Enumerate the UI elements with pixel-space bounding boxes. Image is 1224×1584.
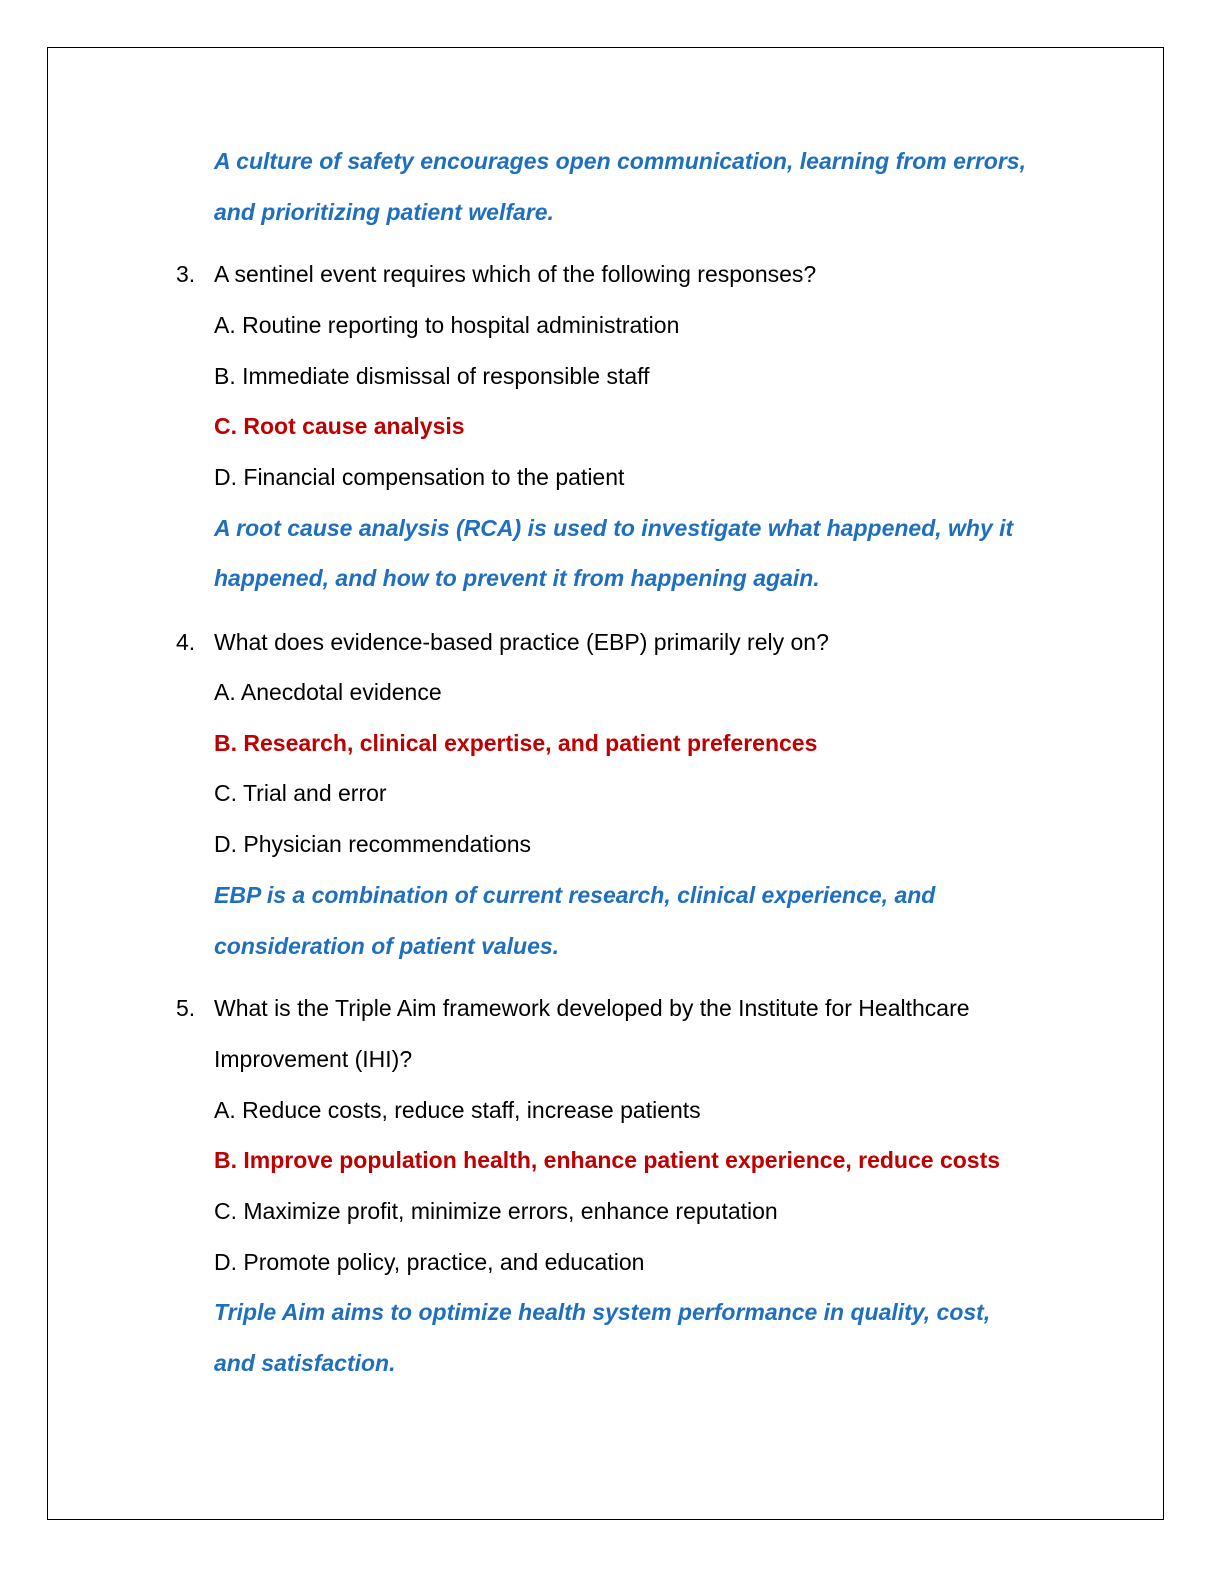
explanation-line-1: Triple Aim aims to optimize health system performance in quality, cost, (214, 1299, 991, 1325)
option-d: D. Promote policy, practice, and education (214, 1249, 645, 1275)
explanation-line-2: and satisfaction. (214, 1350, 396, 1376)
option-a: A. Routine reporting to hospital administration (214, 312, 680, 338)
option-b-correct-answer: B. Research, clinical expertise, and patient preferences (214, 730, 818, 756)
option-d: D. Financial compensation to the patient (214, 464, 625, 490)
question-number: 5. (176, 995, 196, 1021)
explanation-line-2: happened, and how to prevent it from happening again. (214, 565, 820, 591)
option-c: C. Maximize profit, minimize errors, enhance reputation (214, 1198, 778, 1224)
question-number: 3. (176, 261, 196, 287)
option-b-correct-answer: B. Improve population health, enhance patient experience, reduce costs (214, 1147, 1001, 1173)
option-a: A. Reduce costs, reduce staff, increase patients (214, 1097, 701, 1123)
option-d: D. Physician recommendations (214, 831, 532, 857)
question-number: 4. (176, 629, 196, 655)
option-c: C. Trial and error (214, 780, 387, 806)
question-text: What does evidence-based practice (EBP) primarily rely on? (214, 629, 829, 655)
explanation-line-1: A root cause analysis (RCA) is used to investigate what happened, why it (214, 515, 1014, 541)
explanation-line-1: EBP is a combination of current research, clinical experience, and (214, 882, 936, 908)
intro-explanation-line-1: A culture of safety encourages open communication, learning from errors, (214, 148, 1026, 174)
option-a: A. Anecdotal evidence (214, 679, 442, 705)
option-b: B. Immediate dismissal of responsible staff (214, 363, 650, 389)
question-text: A sentinel event requires which of the following responses? (214, 261, 817, 287)
intro-explanation-line-2: and prioritizing patient welfare. (214, 199, 554, 225)
option-c-correct-answer: C. Root cause analysis (214, 413, 465, 439)
question-text-line-1: What is the Triple Aim framework developed by the Institute for Healthcare (214, 995, 970, 1021)
question-text-line-2: Improvement (IHI)? (214, 1046, 413, 1072)
explanation-line-2: consideration of patient values. (214, 933, 560, 959)
